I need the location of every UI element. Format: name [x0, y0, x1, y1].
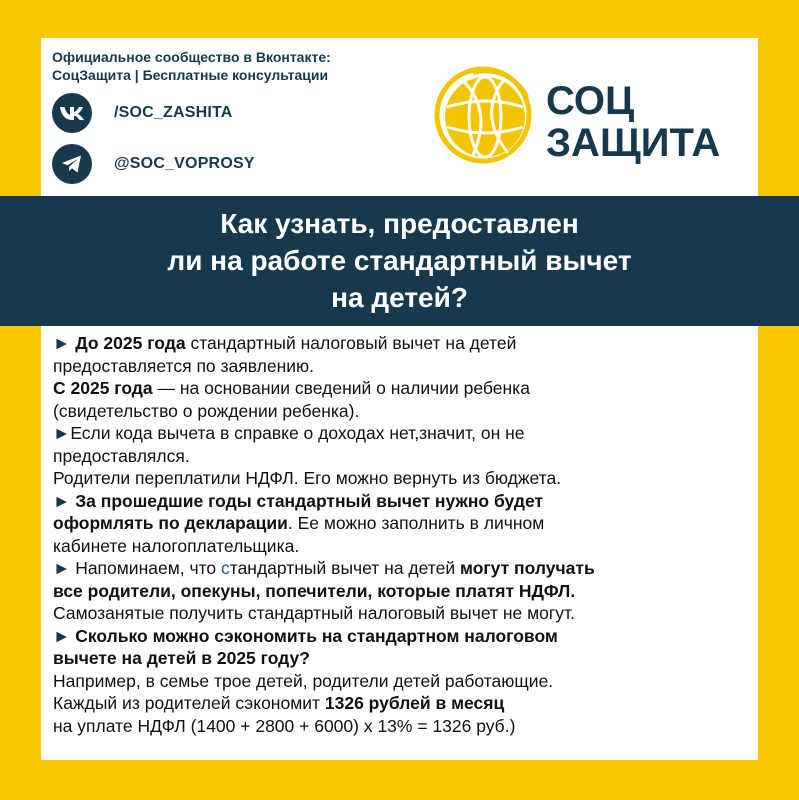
title-line-3: на детей? — [331, 282, 468, 313]
text: с — [221, 558, 230, 578]
body-line: предоставлялся. — [53, 445, 190, 466]
community-line-2: СоцЗащита | Бесплатные консультации — [52, 67, 329, 83]
body-line — [53, 377, 758, 400]
telegram-handle: @SOC_VOPROSY — [114, 155, 255, 172]
title-line-2: ли на работе стандартный вычет — [167, 245, 632, 276]
bold-text: все родители, опекуны, попечители, которые платят НДФЛ. — [53, 580, 576, 601]
body-line — [53, 647, 758, 670]
body-line — [53, 692, 758, 715]
brand-line-2: ЗАЩИТА — [546, 121, 721, 165]
community-line-1: Официальное сообщество в Вконтакте: — [52, 49, 331, 65]
text: тандартный вычет на детей — [229, 558, 460, 578]
bold-text: До 2025 года — [75, 333, 186, 353]
body-line — [53, 422, 758, 445]
body-line: Родители переплатили НДФЛ. Его можно вернуть из бюджета. — [53, 468, 562, 488]
text: Каждый из родителей сэкономит — [53, 693, 325, 713]
body-line: (свидетельство о рождении ребенка). — [53, 400, 360, 421]
bold-text: могут получать — [459, 558, 595, 578]
text: Если кода вычета в справке о доходах нет,значит, он не — [70, 423, 525, 443]
text: Напоминаем, что — [70, 558, 221, 578]
arrow-marker-icon: ► — [53, 333, 71, 353]
brand-name — [546, 80, 720, 164]
title-line-1: Как узнать, предоставлен — [220, 208, 579, 239]
bold-text: За прошедшие годы стандартный вычет нужно будет — [75, 490, 544, 511]
arrow-marker-icon: ► — [53, 423, 71, 443]
arrow-marker-icon: ► — [53, 490, 71, 511]
bold-text: Сколько можно сэкономить на стандартном налоговом — [75, 625, 558, 646]
body-line — [53, 512, 758, 535]
body-line: предоставляется по заявлению. — [53, 355, 315, 376]
body-line: кабинете налогоплательщика. — [53, 535, 300, 556]
bold-text: вычете на детей в 2025 году? — [53, 648, 310, 668]
bold-text: 1326 рублей в месяц — [324, 693, 505, 713]
body-line: Самозанятые получить стандартный налоговый вычет не могут. — [53, 603, 575, 623]
vk-logo-icon — [52, 93, 92, 133]
brand-line-1: СОЦ — [546, 79, 635, 123]
text: стандартный налоговый вычет на детей — [185, 333, 517, 353]
vk-link[interactable] — [52, 93, 233, 133]
globe-logo-icon — [433, 65, 533, 170]
telegram-link[interactable] — [52, 144, 255, 184]
title-banner — [0, 196, 799, 326]
body-line: на уплате НДФЛ (1400 + 2800 + 6000) х 13% = 1326 руб.) — [53, 715, 516, 736]
body-line — [53, 580, 758, 603]
body-line — [53, 625, 758, 648]
arrow-marker-icon: ► — [53, 625, 71, 646]
arrow-marker-icon: ► — [53, 558, 71, 578]
text: . Ее можно заполнить в личном — [287, 513, 545, 533]
body-line: Например, в семье трое детей, родители детей работающие. — [53, 670, 554, 691]
text: — на основании сведений о наличии ребенка — [152, 378, 530, 398]
bold-text: оформлять по декларации — [53, 513, 288, 533]
bold-text: С 2025 года — [53, 378, 153, 398]
body-line — [53, 490, 758, 513]
community-info — [52, 48, 331, 84]
telegram-plane-icon — [52, 144, 92, 184]
vk-handle: /SOC_ZASHITA — [114, 104, 233, 121]
body-line — [53, 557, 758, 580]
body-line — [53, 332, 758, 355]
article-body — [53, 332, 758, 737]
